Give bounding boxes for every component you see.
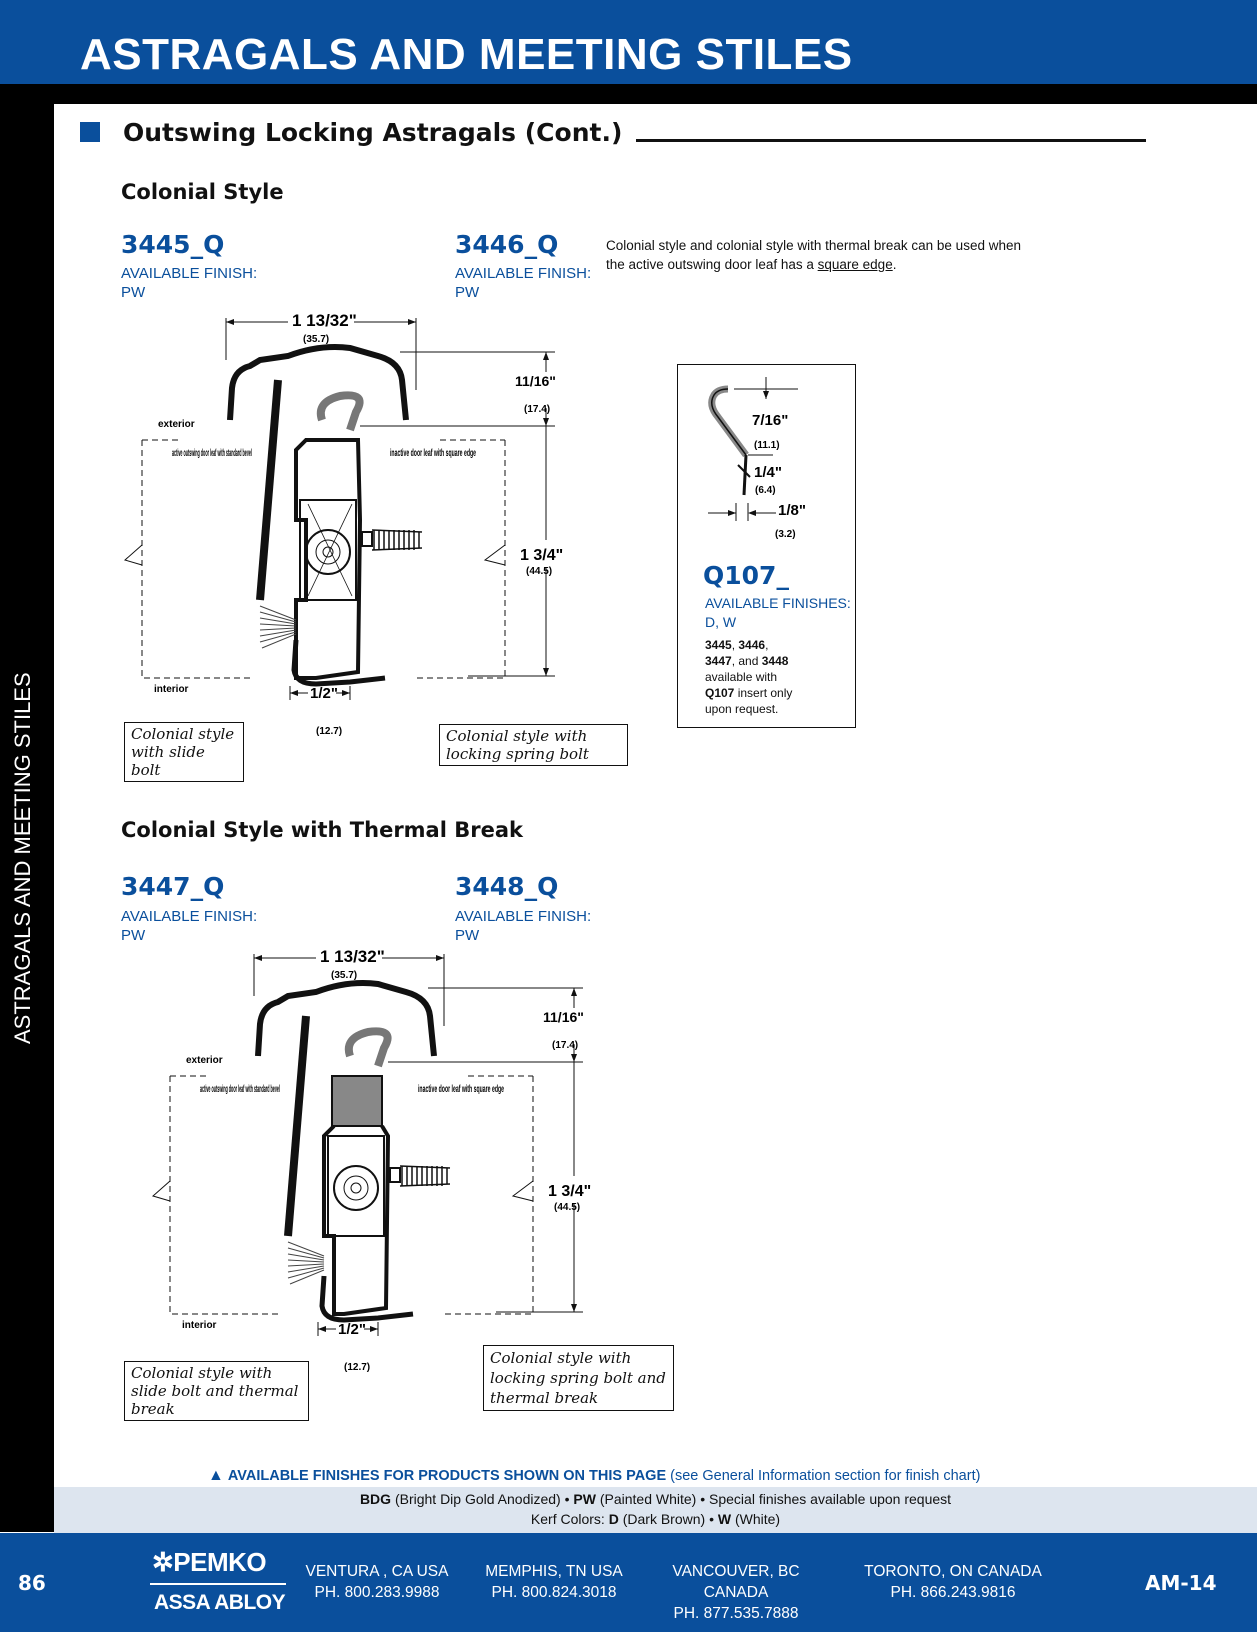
dim-height-mm: (44.5) (526, 566, 553, 577)
finish-value-3448: PW (455, 927, 480, 944)
thermal-heading: Colonial Style with Thermal Break (121, 818, 523, 842)
label-inactive: inactive door leaf with square edge (418, 1084, 505, 1095)
insert-diagram (678, 365, 854, 555)
dim-bottom: 1/2" (338, 1321, 366, 1338)
insert-dim-b: 1/4" (754, 464, 782, 481)
insert-dim-c-mm: (3.2) (775, 529, 796, 540)
insert-dim-b-mm: (6.4) (755, 485, 776, 496)
insert-note: 3445, 3446, 3447, and 3448 available with Q107 insert only upon request. (705, 638, 793, 716)
caption-3448: Colonial style with locking spring bolt and thermal break (483, 1345, 674, 1411)
page-title: ASTRAGALS AND MEETING STILES (80, 30, 853, 79)
finish-value-3447: PW (121, 927, 146, 944)
dim-bottom-mm: (12.7) (344, 1362, 371, 1373)
dim-bottom-mm: (12.7) (316, 726, 343, 737)
location-vancouver: VANCOUVER, BC CANADA PH. 877.535.7888 (672, 1563, 800, 1622)
finishes-line-1: BDG (Bright Dip Gold Anodized) • PW (Painted White) • Special finishes available upon request (359, 1491, 952, 1507)
dim-height: 1 3/4" (548, 1183, 592, 1200)
dim-top: 11/16" (543, 1009, 584, 1025)
colonial-diagram (110, 300, 580, 740)
sidebar (0, 84, 54, 1532)
page-code: AM-14 (1145, 1571, 1217, 1595)
triangle-icon: ▲ (208, 1467, 224, 1484)
label-inactive: inactive door leaf with square edge (390, 448, 477, 459)
insert-finish-value: D, W (705, 614, 737, 630)
caption-3446: Colonial style with locking spring bolt (439, 724, 628, 766)
model-3446: 3446_Q (455, 230, 559, 259)
sidebar-label: ASTRAGALS AND MEETING STILES (10, 672, 35, 1044)
pemko-logo-icon: ✲ (152, 1547, 174, 1577)
finishes-bar (54, 1487, 1257, 1533)
dim-width-mm: (35.7) (331, 970, 358, 981)
page-header (0, 0, 1257, 84)
finish-value-3445: PW (121, 284, 146, 301)
label-interior: interior (154, 684, 189, 695)
dim-top-mm: (17.4) (524, 404, 551, 415)
thermal-diagram (138, 936, 608, 1376)
caption-3447: Colonial style with slide bolt and thermal break (124, 1361, 309, 1421)
model-3445: 3445_Q (121, 230, 225, 259)
dim-height: 1 3/4" (520, 547, 564, 564)
model-3448: 3448_Q (455, 872, 559, 901)
colonial-description: Colonial style and colonial style with thermal break can be used when the active outswing door leaf has a square edge. (606, 238, 1021, 272)
dim-bottom: 1/2" (310, 685, 338, 702)
insert-dim-c: 1/8" (778, 502, 806, 519)
model-3447: 3447_Q (121, 872, 225, 901)
caption-3445: Colonial style with slide bolt (124, 722, 244, 782)
insert-dim-a-mm: (11.1) (754, 440, 780, 451)
finish-value-3446: PW (455, 284, 480, 301)
location-memphis: MEMPHIS, TN USA PH. 800.824.3018 (485, 1563, 623, 1601)
location-ventura: VENTURA , CA USA PH. 800.283.9988 (305, 1563, 449, 1601)
finishes-heading: ▲ AVAILABLE FINISHES FOR PRODUCTS SHOWN ON THIS PAGE (see General Information section for finish chart) (208, 1467, 981, 1484)
finish-label-3446: AVAILABLE FINISH: (455, 265, 592, 282)
square-edge-link: square edge (817, 257, 893, 272)
section-title: Outswing Locking Astragals (Cont.) (123, 118, 623, 147)
insert-dim-a: 7/16" (752, 412, 789, 429)
label-interior: interior (182, 1320, 217, 1331)
finish-label-3448: AVAILABLE FINISH: (455, 908, 592, 925)
finish-label-3447: AVAILABLE FINISH: (121, 908, 258, 925)
pemko-logo: ✲PEMKO (152, 1547, 267, 1577)
dim-top: 11/16" (515, 373, 556, 389)
dim-top-mm: (17.4) (552, 1040, 579, 1051)
insert-finish-label: AVAILABLE FINISHES: (705, 595, 851, 611)
assa-abloy-logo: ASSA ABLOY (154, 1591, 286, 1614)
section-rule (636, 139, 1146, 142)
dim-width: 1 13/32" (292, 311, 357, 330)
section-marker (80, 122, 100, 142)
location-toronto: TORONTO, ON CANADA PH. 866.243.9816 (864, 1563, 1042, 1601)
dim-width-mm: (35.7) (303, 334, 330, 345)
label-exterior: exterior (158, 419, 195, 430)
insert-box (677, 364, 856, 728)
page-number: 86 (18, 1571, 46, 1595)
label-active: active outswing door leaf with standard bevel (200, 1084, 281, 1095)
colonial-heading: Colonial Style (121, 180, 284, 204)
label-exterior: exterior (186, 1055, 223, 1066)
dim-width: 1 13/32" (320, 947, 385, 966)
logo-divider (150, 1583, 286, 1585)
insert-model: Q107_ (703, 561, 789, 590)
label-active: active outswing door leaf with standard bevel (172, 448, 253, 459)
finishes-line-2: Kerf Colors: D (Dark Brown) • W (White) (530, 1511, 781, 1527)
page-footer (0, 1533, 1257, 1632)
finish-label-3445: AVAILABLE FINISH: (121, 265, 258, 282)
dim-height-mm: (44.5) (554, 1202, 581, 1213)
header-underbar (0, 84, 1257, 104)
